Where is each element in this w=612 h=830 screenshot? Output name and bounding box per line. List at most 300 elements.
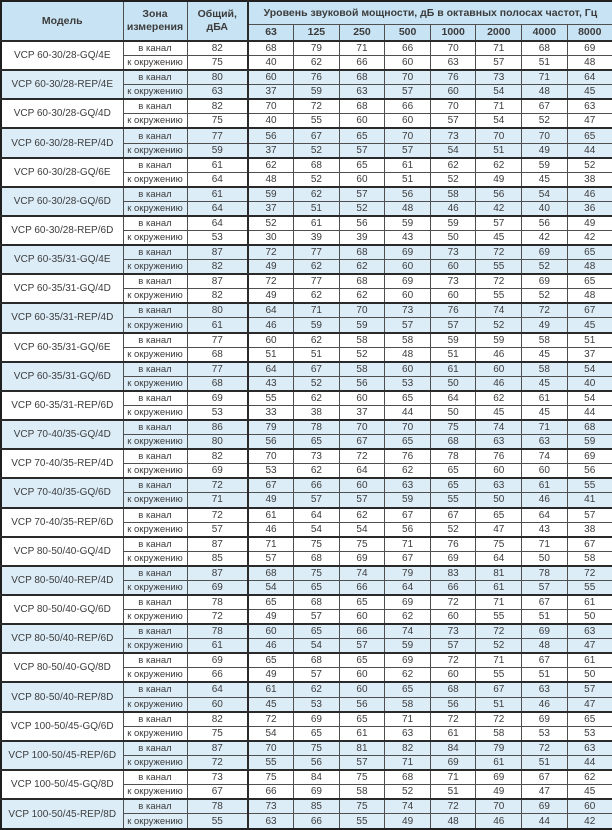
table-row: [1, 187, 612, 202]
level-cell-125hz: 73: [294, 449, 340, 464]
total-dba-cell: 64: [187, 216, 248, 231]
level-cell-63hz: 63: [248, 814, 294, 829]
zone-cell: в канал: [123, 41, 187, 56]
level-cell-500hz: 59: [385, 639, 431, 654]
level-cell-1000hz: 66: [430, 580, 476, 595]
level-cell-2000hz: 67: [476, 682, 522, 697]
level-cell-125hz: 66: [294, 814, 340, 829]
level-cell-125hz: 69: [294, 712, 340, 727]
level-cell-1000hz: 64: [430, 391, 476, 406]
level-cell-250hz: 81: [339, 741, 385, 756]
level-cell-1000hz: 60: [430, 289, 476, 304]
table-row: [1, 508, 612, 523]
zone-cell: к окружению: [123, 260, 187, 275]
level-cell-2000hz: 45: [476, 405, 522, 420]
level-cell-4000hz: 63: [522, 682, 568, 697]
level-cell-250hz: 71: [339, 41, 385, 56]
level-cell-8000hz: 68: [567, 420, 612, 435]
level-cell-63hz: 49: [248, 289, 294, 304]
level-cell-125hz: 53: [294, 697, 340, 712]
level-cell-4000hz: 57: [522, 580, 568, 595]
zone-cell: к окружению: [123, 784, 187, 799]
table-row: [1, 420, 612, 435]
table-body: [1, 41, 612, 829]
level-cell-2000hz: 72: [476, 245, 522, 260]
level-cell-4000hz: 67: [522, 770, 568, 785]
level-cell-8000hz: 63: [567, 624, 612, 639]
level-cell-2000hz: 70: [476, 128, 522, 143]
level-cell-2000hz: 51: [476, 697, 522, 712]
level-cell-4000hz: 45: [522, 172, 568, 187]
level-cell-1000hz: 60: [430, 610, 476, 625]
level-cell-63hz: 49: [248, 668, 294, 683]
level-cell-8000hz: 48: [567, 289, 612, 304]
level-cell-1000hz: 57: [430, 639, 476, 654]
level-cell-250hz: 60: [339, 391, 385, 406]
level-cell-63hz: 46: [248, 639, 294, 654]
level-cell-2000hz: 50: [476, 493, 522, 508]
level-cell-63hz: 37: [248, 85, 294, 100]
level-cell-2000hz: 61: [476, 755, 522, 770]
level-cell-2000hz: 55: [476, 610, 522, 625]
level-cell-500hz: 69: [385, 245, 431, 260]
level-cell-4000hz: 60: [522, 464, 568, 479]
total-dba-cell: 60: [187, 697, 248, 712]
level-cell-4000hz: 67: [522, 595, 568, 610]
level-cell-250hz: 69: [339, 551, 385, 566]
level-cell-250hz: 52: [339, 347, 385, 362]
level-cell-125hz: 68: [294, 551, 340, 566]
zone-cell: в канал: [123, 391, 187, 406]
level-cell-500hz: 67: [385, 508, 431, 523]
level-cell-2000hz: 46: [476, 814, 522, 829]
level-cell-63hz: 30: [248, 231, 294, 246]
level-cell-1000hz: 76: [430, 70, 476, 85]
level-cell-63hz: 70: [248, 741, 294, 756]
zone-cell: в канал: [123, 449, 187, 464]
level-cell-2000hz: 51: [476, 143, 522, 158]
level-cell-125hz: 75: [294, 566, 340, 581]
level-cell-250hz: 67: [339, 435, 385, 450]
zone-cell: в канал: [123, 566, 187, 581]
level-cell-4000hz: 51: [522, 56, 568, 71]
level-cell-125hz: 76: [294, 70, 340, 85]
level-cell-8000hz: 45: [567, 85, 612, 100]
level-cell-250hz: 55: [339, 814, 385, 829]
level-cell-125hz: 66: [294, 478, 340, 493]
level-cell-4000hz: 58: [522, 333, 568, 348]
level-cell-63hz: 48: [248, 172, 294, 187]
table-row: [1, 99, 612, 114]
level-cell-250hz: 66: [339, 56, 385, 71]
level-cell-63hz: 60: [248, 333, 294, 348]
total-dba-cell: 75: [187, 114, 248, 129]
level-cell-250hz: 74: [339, 566, 385, 581]
model-cell: VCP 60-30/28-REP/6D: [1, 216, 123, 245]
level-cell-500hz: 59: [385, 216, 431, 231]
zone-cell: в канал: [123, 420, 187, 435]
total-dba-cell: 75: [187, 726, 248, 741]
level-cell-1000hz: 61: [430, 726, 476, 741]
level-cell-2000hz: 54: [476, 114, 522, 129]
level-cell-63hz: 61: [248, 508, 294, 523]
level-cell-63hz: 70: [248, 449, 294, 464]
total-dba-cell: 69: [187, 391, 248, 406]
level-cell-1000hz: 50: [430, 231, 476, 246]
zone-cell: в канал: [123, 187, 187, 202]
zone-cell: к окружению: [123, 522, 187, 537]
level-cell-500hz: 74: [385, 624, 431, 639]
level-cell-2000hz: 49: [476, 172, 522, 187]
level-cell-2000hz: 46: [476, 376, 522, 391]
level-cell-500hz: 69: [385, 653, 431, 668]
level-cell-1000hz: 76: [430, 303, 476, 318]
level-cell-1000hz: 72: [430, 799, 476, 814]
level-cell-250hz: 65: [339, 158, 385, 173]
level-cell-2000hz: 55: [476, 668, 522, 683]
level-cell-125hz: 51: [294, 347, 340, 362]
level-cell-4000hz: 49: [522, 143, 568, 158]
level-cell-63hz: 46: [248, 522, 294, 537]
level-cell-125hz: 71: [294, 303, 340, 318]
level-cell-63hz: 33: [248, 405, 294, 420]
level-cell-1000hz: 70: [430, 41, 476, 56]
level-cell-500hz: 82: [385, 741, 431, 756]
level-cell-250hz: 58: [339, 333, 385, 348]
model-cell: VCP 60-30/28-GQ/4D: [1, 99, 123, 128]
level-cell-500hz: 68: [385, 770, 431, 785]
level-cell-125hz: 65: [294, 580, 340, 595]
total-dba-cell: 72: [187, 508, 248, 523]
level-cell-500hz: 58: [385, 333, 431, 348]
total-dba-cell: 86: [187, 420, 248, 435]
level-cell-250hz: 65: [339, 712, 385, 727]
zone-cell: к окружению: [123, 755, 187, 770]
zone-cell: в канал: [123, 216, 187, 231]
table-row: [1, 741, 612, 756]
model-cell: VCP 60-30/28-GQ/4E: [1, 41, 123, 70]
zone-cell: в канал: [123, 682, 187, 697]
zone-cell: к окружению: [123, 814, 187, 829]
zone-cell: в канал: [123, 799, 187, 814]
zone-cell: к окружению: [123, 405, 187, 420]
level-cell-125hz: 84: [294, 770, 340, 785]
level-cell-63hz: 70: [248, 99, 294, 114]
total-dba-cell: 72: [187, 478, 248, 493]
total-dba-cell: 68: [187, 376, 248, 391]
level-cell-2000hz: 62: [476, 391, 522, 406]
zone-cell: к окружению: [123, 85, 187, 100]
total-dba-cell: 72: [187, 755, 248, 770]
total-dba-cell: 61: [187, 318, 248, 333]
zone-cell: к окружению: [123, 143, 187, 158]
level-cell-8000hz: 65: [567, 245, 612, 260]
model-cell: VCP 60-35/31-GQ/6E: [1, 333, 123, 362]
level-cell-8000hz: 38: [567, 522, 612, 537]
level-cell-250hz: 57: [339, 493, 385, 508]
level-cell-125hz: 52: [294, 143, 340, 158]
level-cell-2000hz: 60: [476, 362, 522, 377]
model-cell: VCP 80-50/40-REP/6D: [1, 624, 123, 653]
level-cell-1000hz: 78: [430, 449, 476, 464]
zone-cell: в канал: [123, 770, 187, 785]
zone-cell: к окружению: [123, 697, 187, 712]
zone-cell: в канал: [123, 653, 187, 668]
level-cell-125hz: 62: [294, 260, 340, 275]
level-cell-63hz: 79: [248, 420, 294, 435]
zone-cell: в канал: [123, 158, 187, 173]
total-dba-cell: 55: [187, 814, 248, 829]
level-cell-500hz: 64: [385, 580, 431, 595]
level-cell-1000hz: 72: [430, 653, 476, 668]
model-cell: VCP 100-50/45-GQ/8D: [1, 770, 123, 799]
level-cell-8000hz: 64: [567, 70, 612, 85]
level-cell-250hz: 60: [339, 610, 385, 625]
level-cell-63hz: 72: [248, 245, 294, 260]
level-cell-125hz: 52: [294, 172, 340, 187]
zone-cell: к окружению: [123, 668, 187, 683]
level-cell-500hz: 60: [385, 362, 431, 377]
level-cell-1000hz: 72: [430, 595, 476, 610]
zone-cell: к окружению: [123, 289, 187, 304]
level-cell-1000hz: 60: [430, 260, 476, 275]
level-cell-63hz: 64: [248, 303, 294, 318]
level-cell-8000hz: 55: [567, 478, 612, 493]
total-dba-cell: 64: [187, 172, 248, 187]
level-cell-250hz: 70: [339, 303, 385, 318]
level-cell-250hz: 54: [339, 522, 385, 537]
level-cell-500hz: 48: [385, 201, 431, 216]
level-cell-63hz: 55: [248, 391, 294, 406]
table-row: [1, 70, 612, 85]
level-cell-4000hz: 49: [522, 318, 568, 333]
level-cell-2000hz: 64: [476, 551, 522, 566]
level-cell-500hz: 67: [385, 551, 431, 566]
level-cell-125hz: 85: [294, 799, 340, 814]
level-cell-250hz: 62: [339, 508, 385, 523]
level-cell-250hz: 57: [339, 187, 385, 202]
level-cell-4000hz: 71: [522, 420, 568, 435]
level-cell-250hz: 37: [339, 405, 385, 420]
level-cell-63hz: 60: [248, 624, 294, 639]
level-cell-63hz: 72: [248, 712, 294, 727]
level-cell-4000hz: 74: [522, 449, 568, 464]
level-cell-63hz: 37: [248, 201, 294, 216]
table-row: [1, 158, 612, 173]
total-dba-cell: 69: [187, 464, 248, 479]
model-cell: VCP 80-50/40-REP/8D: [1, 682, 123, 711]
level-cell-1000hz: 52: [430, 522, 476, 537]
level-cell-8000hz: 44: [567, 405, 612, 420]
table-header: [1, 1, 612, 41]
level-cell-2000hz: 56: [476, 187, 522, 202]
level-cell-1000hz: 62: [430, 158, 476, 173]
level-cell-500hz: 49: [385, 814, 431, 829]
level-cell-2000hz: 57: [476, 56, 522, 71]
level-cell-8000hz: 57: [567, 682, 612, 697]
table-row: [1, 624, 612, 639]
level-cell-4000hz: 72: [522, 303, 568, 318]
level-cell-500hz: 56: [385, 522, 431, 537]
level-cell-1000hz: 57: [430, 114, 476, 129]
level-cell-250hz: 56: [339, 376, 385, 391]
zone-cell: к окружению: [123, 376, 187, 391]
level-cell-500hz: 53: [385, 376, 431, 391]
level-cell-250hz: 64: [339, 464, 385, 479]
level-cell-63hz: 59: [248, 187, 294, 202]
level-cell-4000hz: 69: [522, 245, 568, 260]
zone-cell: в канал: [123, 478, 187, 493]
zone-cell: в канал: [123, 70, 187, 85]
level-cell-8000hz: 42: [567, 231, 612, 246]
level-cell-2000hz: 46: [476, 347, 522, 362]
level-cell-2000hz: 71: [476, 99, 522, 114]
level-cell-250hz: 60: [339, 172, 385, 187]
level-cell-1000hz: 75: [430, 420, 476, 435]
total-dba-cell: 64: [187, 682, 248, 697]
level-cell-8000hz: 69: [567, 449, 612, 464]
level-cell-8000hz: 53: [567, 726, 612, 741]
level-cell-63hz: 40: [248, 56, 294, 71]
level-cell-250hz: 39: [339, 231, 385, 246]
freq-header-63hz: 63: [248, 24, 294, 41]
level-cell-500hz: 73: [385, 303, 431, 318]
model-cell: VCP 80-50/40-REP/4D: [1, 566, 123, 595]
table-row: [1, 391, 612, 406]
header-row-main: [1, 1, 612, 24]
level-cell-250hz: 62: [339, 260, 385, 275]
total-dba-cell: 69: [187, 653, 248, 668]
level-cell-4000hz: 78: [522, 566, 568, 581]
level-cell-125hz: 62: [294, 333, 340, 348]
level-cell-63hz: 57: [248, 551, 294, 566]
table-row: [1, 41, 612, 56]
total-dba-cell: 64: [187, 201, 248, 216]
total-dba-cell: 75: [187, 56, 248, 71]
total-dba-cell: 87: [187, 537, 248, 552]
level-cell-2000hz: 74: [476, 420, 522, 435]
model-cell: VCP 60-30/28-REP/4E: [1, 70, 123, 99]
zone-column-header: Зона измерения: [123, 1, 187, 41]
level-cell-63hz: 62: [248, 158, 294, 173]
level-cell-1000hz: 51: [430, 784, 476, 799]
zone-cell: к окружению: [123, 551, 187, 566]
total-dba-column-header: Общий, дБА: [187, 1, 248, 41]
level-cell-1000hz: 60: [430, 668, 476, 683]
level-cell-4000hz: 52: [522, 114, 568, 129]
level-cell-125hz: 51: [294, 201, 340, 216]
level-cell-63hz: 54: [248, 580, 294, 595]
model-cell: VCP 70-40/35-GQ/6D: [1, 478, 123, 507]
level-cell-1000hz: 73: [430, 245, 476, 260]
level-cell-2000hz: 47: [476, 522, 522, 537]
zone-cell: к окружению: [123, 726, 187, 741]
model-cell: VCP 60-30/28-REP/4D: [1, 128, 123, 157]
level-cell-8000hz: 59: [567, 435, 612, 450]
level-cell-8000hz: 47: [567, 639, 612, 654]
total-dba-cell: 53: [187, 231, 248, 246]
level-cell-125hz: 69: [294, 784, 340, 799]
freq-header-2000hz: 2000: [476, 24, 522, 41]
level-cell-1000hz: 76: [430, 537, 476, 552]
level-cell-125hz: 62: [294, 464, 340, 479]
level-cell-4000hz: 51: [522, 668, 568, 683]
model-cell: VCP 80-50/40-GQ/8D: [1, 653, 123, 682]
level-cell-250hz: 60: [339, 668, 385, 683]
level-cell-500hz: 65: [385, 682, 431, 697]
zone-cell: к окружению: [123, 639, 187, 654]
level-cell-63hz: 75: [248, 770, 294, 785]
level-cell-125hz: 62: [294, 682, 340, 697]
level-cell-125hz: 77: [294, 245, 340, 260]
level-cell-8000hz: 36: [567, 201, 612, 216]
total-dba-cell: 87: [187, 274, 248, 289]
zone-cell: к окружению: [123, 580, 187, 595]
total-dba-cell: 73: [187, 770, 248, 785]
level-cell-63hz: 49: [248, 260, 294, 275]
level-cell-2000hz: 62: [476, 158, 522, 173]
level-cell-250hz: 66: [339, 580, 385, 595]
level-cell-250hz: 57: [339, 639, 385, 654]
level-cell-500hz: 71: [385, 712, 431, 727]
total-dba-cell: 82: [187, 289, 248, 304]
total-dba-cell: 85: [187, 551, 248, 566]
level-cell-4000hz: 45: [522, 376, 568, 391]
level-cell-125hz: 62: [294, 289, 340, 304]
table-row: [1, 799, 612, 814]
level-cell-8000hz: 50: [567, 610, 612, 625]
level-cell-125hz: 77: [294, 274, 340, 289]
table-row: [1, 595, 612, 610]
level-cell-125hz: 65: [294, 435, 340, 450]
level-cell-1000hz: 71: [430, 770, 476, 785]
table-row: [1, 333, 612, 348]
level-cell-63hz: 66: [248, 784, 294, 799]
total-dba-cell: 61: [187, 187, 248, 202]
level-cell-8000hz: 56: [567, 464, 612, 479]
zone-cell: в канал: [123, 333, 187, 348]
level-cell-4000hz: 69: [522, 274, 568, 289]
level-cell-8000hz: 61: [567, 595, 612, 610]
level-cell-4000hz: 47: [522, 784, 568, 799]
level-cell-8000hz: 62: [567, 770, 612, 785]
level-cell-8000hz: 65: [567, 712, 612, 727]
table-row: [1, 303, 612, 318]
level-cell-250hz: 60: [339, 682, 385, 697]
level-cell-4000hz: 48: [522, 639, 568, 654]
level-cell-500hz: 79: [385, 566, 431, 581]
level-cell-63hz: 68: [248, 566, 294, 581]
total-dba-cell: 61: [187, 158, 248, 173]
level-cell-125hz: 57: [294, 610, 340, 625]
level-cell-250hz: 72: [339, 449, 385, 464]
level-cell-1000hz: 69: [430, 755, 476, 770]
level-cell-8000hz: 40: [567, 376, 612, 391]
freq-header-125hz: 125: [294, 24, 340, 41]
level-cell-63hz: 40: [248, 114, 294, 129]
level-cell-500hz: 48: [385, 347, 431, 362]
level-cell-4000hz: 45: [522, 347, 568, 362]
level-cell-4000hz: 59: [522, 158, 568, 173]
level-cell-1000hz: 59: [430, 333, 476, 348]
level-cell-63hz: 56: [248, 128, 294, 143]
zone-cell: в канал: [123, 303, 187, 318]
level-cell-63hz: 55: [248, 755, 294, 770]
total-dba-cell: 80: [187, 435, 248, 450]
level-cell-63hz: 43: [248, 376, 294, 391]
level-cell-2000hz: 61: [476, 580, 522, 595]
level-cell-4000hz: 52: [522, 289, 568, 304]
